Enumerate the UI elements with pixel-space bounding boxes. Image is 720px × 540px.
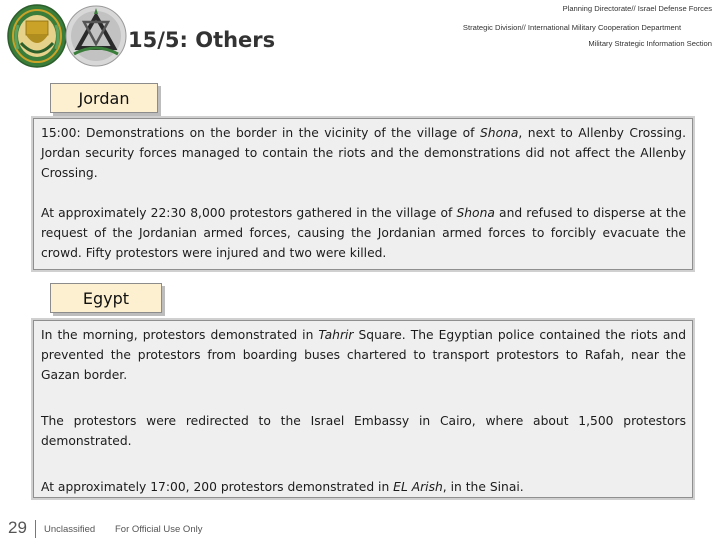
jordan-text-panel xyxy=(33,118,693,270)
usage-label: For Official Use Only xyxy=(115,524,203,535)
organization-header xyxy=(412,3,712,49)
org-division: Strategic Division// International Military Cooperation Department xyxy=(462,23,682,32)
section-label-jordan: Jordan xyxy=(50,83,158,113)
jordan-paragraph-2: At approximately 22:30 8,000 protestors gathered in the village of Shona and refused to disperse at the request of the Jordanian armed forces, causing the Jordanian armed forces to forcibly evacuate the crowd. Fifty protestors were injured and two were killed. xyxy=(41,206,687,260)
jordan-paragraph-1: 15:00: Demonstrations on the border in the vicinity of the village of Shona, next to Allenby Crossing. Jordan security forces managed to contain the riots and the demonstrations did not affect the Allenby Crossing. xyxy=(41,126,686,180)
strategic-division-emblem-icon xyxy=(64,4,128,68)
page-title: 15/5: Others xyxy=(128,28,276,52)
org-section: Military Strategic Information Section xyxy=(588,39,712,48)
section-label-egypt: Egypt xyxy=(50,283,162,313)
egypt-paragraph-3: At approximately 17:00, 200 protestors demonstrated in EL Arish, in the Sinai. xyxy=(41,480,524,494)
idf-planning-emblem-icon xyxy=(6,3,68,69)
egypt-text-panel xyxy=(33,320,693,498)
egypt-paragraph-2: The protestors were redirected to the Israel Embassy in Cairo, where about 1,500 protestors demonstrated. xyxy=(41,414,686,448)
egypt-paragraph-1: In the morning, protestors demonstrated in Tahrir Square. The Egyptian police contained the riots and prevented the protestors from boarding buses chartered to transport protestors to Rafah, near the Gazan border. xyxy=(41,328,686,382)
footer xyxy=(0,516,720,540)
footer-divider xyxy=(35,520,36,538)
classification-label: Unclassified xyxy=(44,524,96,535)
page-number: 29 xyxy=(8,518,27,537)
org-directorate: Planning Directorate// Israel Defense Forces xyxy=(562,4,712,13)
